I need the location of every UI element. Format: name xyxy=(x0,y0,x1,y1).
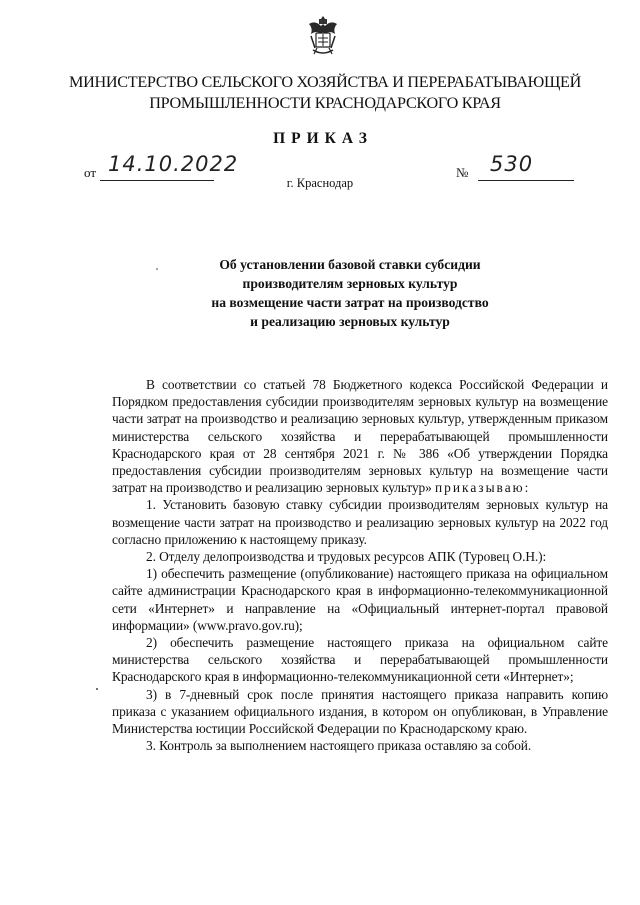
item-1: 1. Установить базовую ставку субсидии производителям зерновых культур на возмещение части затрат на производство и реализацию зерновых культур на 2022 год согласно приложению к настоящему приказу. xyxy=(112,497,608,547)
scan-speck xyxy=(156,268,158,270)
date-handwritten: 14.10.2022 xyxy=(108,152,239,176)
number-handwritten: 530 xyxy=(490,152,534,176)
item-2-1: 1) обеспечить размещение (опубликование) настоящего приказа на официальном сайте администрации Краснодарского края в информационно-телекоммуникационной сети «Интернет» и направление на «Официальный интернет-портал правовой информации» (www.pravo.gov.ru); xyxy=(112,566,608,633)
intro-paragraph xyxy=(112,376,608,496)
ministry-line-1: МИНИСТЕРСТВО СЕЛЬСКОГО ХОЗЯЙСТВА И ПЕРЕРАБАТЫВАЮЩЕЙ xyxy=(69,73,581,91)
subject-line-3: на возмещение части затрат на производство xyxy=(211,295,489,310)
coat-of-arms-emblem xyxy=(303,14,343,58)
document-type: ПРИКАЗ xyxy=(273,130,373,147)
subject-line-2: производителям зерновых культур xyxy=(242,276,458,291)
order-word: приказываю: xyxy=(435,480,531,496)
item-2-2: 2) обеспечить размещение настоящего приказа на официальном сайте министерства сельского хозяйства и перерабатывающей промышленности Краснодарского края в информационно-телекоммуникационной сети «Интернет»; xyxy=(112,635,608,685)
item-2-3: 3) в 7-дневный срок после принятия настоящего приказа направить копию приказа с указанием официального издания, в котором он опубликован, в Управление Министерства юстиции Российской Федерации по Краснодарскому краю. xyxy=(112,686,608,737)
subject-line-4: и реализацию зерновых культур xyxy=(250,314,450,329)
ministry-line-2: ПРОМЫШЛЕННОСТИ КРАСНОДАРСКОГО КРАЯ xyxy=(149,94,501,112)
city: г. Краснодар xyxy=(286,176,354,190)
order-subject xyxy=(180,255,520,331)
number-prefix: № xyxy=(456,165,469,180)
item-3: 3. Контроль за выполнением настоящего приказа оставляю за собой. xyxy=(146,738,532,754)
item-2: 2. Отделу делопроизводства и трудовых ресурсов АПК (Туровец О.Н.): xyxy=(146,549,547,565)
date-prefix: от xyxy=(84,165,97,180)
margin-mark xyxy=(96,688,98,690)
subject-line-1: Об установлении базовой ставки субсидии xyxy=(219,257,481,272)
ministry-name xyxy=(60,72,590,114)
order-body xyxy=(112,376,608,754)
intro-text: В соответствии со статьей 78 Бюджетного кодекса Российской Федерации и Порядком предоставления субсидии производителям зерновых культур на возмещение части затрат на производство и реализацию зерновых культур, утвержденным приказом министерства сельского хозяйства и перерабатывающей промышленности Краснодарского края от 28 сентября 2021 г. № 386 «Об утверждении Порядка предоставления субсидии производителям зерновых культур на возмещение части затрат на производство и реализацию зерновых культур» xyxy=(112,377,608,496)
